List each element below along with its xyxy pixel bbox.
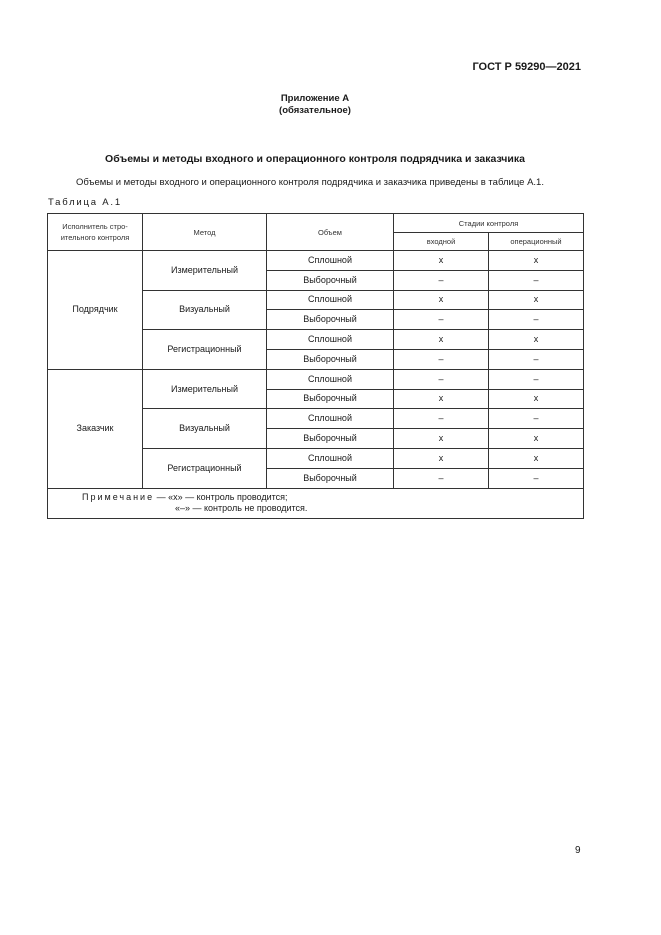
volume-cell: Сплошной [267, 448, 394, 468]
incoming-cell: х [394, 251, 489, 271]
method-cell: Визуальный [143, 409, 267, 449]
volume-cell: Выборочный [267, 389, 394, 409]
header-executor-line1: Исполнитель стро- [62, 222, 128, 231]
incoming-cell: – [394, 468, 489, 488]
incoming-cell: – [394, 409, 489, 429]
incoming-cell: х [394, 448, 489, 468]
header-volume: Объем [267, 214, 394, 251]
method-cell: Визуальный [143, 290, 267, 330]
operational-cell: – [489, 369, 584, 389]
incoming-cell: – [394, 270, 489, 290]
header-stages: Стадии контроля [394, 214, 584, 233]
incoming-cell: х [394, 330, 489, 350]
method-cell: Регистрационный [143, 330, 267, 370]
incoming-cell: х [394, 389, 489, 409]
header-executor-line2: ительного контроля [60, 233, 130, 242]
incoming-cell: х [394, 290, 489, 310]
operational-cell: х [489, 290, 584, 310]
note-line2: «–» — контроль не проводится. [175, 502, 308, 513]
header-incoming: входной [394, 233, 489, 251]
table-label: Таблица А.1 [48, 197, 122, 208]
incoming-cell: х [394, 429, 489, 449]
header-method: Метод [143, 214, 267, 251]
table-row [48, 369, 584, 389]
note-label: Примечание [82, 491, 155, 502]
page-number: 9 [575, 845, 581, 856]
executor-cell: Подрядчик [48, 251, 143, 370]
volume-cell: Сплошной [267, 290, 394, 310]
operational-cell: – [489, 409, 584, 429]
incoming-cell: – [394, 349, 489, 369]
operational-cell: х [489, 330, 584, 350]
operational-cell: х [489, 251, 584, 271]
section-title: Объемы и методы входного и операционного контроля подрядчика и заказчика [105, 153, 525, 165]
appendix-title: Приложение А [280, 93, 350, 104]
method-cell: Измерительный [143, 251, 267, 291]
appendix-subtitle: (обязательное) [279, 105, 351, 116]
method-cell: Измерительный [143, 369, 267, 409]
document-code: ГОСТ Р 59290—2021 [472, 61, 581, 73]
operational-cell: – [489, 468, 584, 488]
table-note [48, 488, 584, 518]
volume-cell: Выборочный [267, 310, 394, 330]
incoming-cell: – [394, 369, 489, 389]
volume-cell: Сплошной [267, 251, 394, 271]
note-line1: — «х» — контроль проводится; [154, 491, 288, 502]
volume-cell: Выборочный [267, 270, 394, 290]
volume-cell: Выборочный [267, 468, 394, 488]
volume-cell: Выборочный [267, 349, 394, 369]
intro-paragraph: Объемы и методы входного и операционного контроля подрядчика и заказчика приведены в таблице А.1. [76, 177, 544, 188]
operational-cell: – [489, 310, 584, 330]
operational-cell: х [489, 448, 584, 468]
volume-cell: Сплошной [267, 409, 394, 429]
executor-cell: Заказчик [48, 369, 143, 488]
table-note-row [48, 488, 584, 518]
header-executor [48, 214, 143, 251]
control-table [47, 213, 584, 519]
table-row [48, 251, 584, 271]
operational-cell: х [489, 429, 584, 449]
operational-cell: – [489, 349, 584, 369]
volume-cell: Сплошной [267, 330, 394, 350]
volume-cell: Сплошной [267, 369, 394, 389]
operational-cell: х [489, 389, 584, 409]
method-cell: Регистрационный [143, 448, 267, 488]
volume-cell: Выборочный [267, 429, 394, 449]
appendix-heading [0, 93, 630, 117]
header-operational: операционный [489, 233, 584, 251]
table-header-row [48, 214, 584, 233]
incoming-cell: – [394, 310, 489, 330]
operational-cell: – [489, 270, 584, 290]
